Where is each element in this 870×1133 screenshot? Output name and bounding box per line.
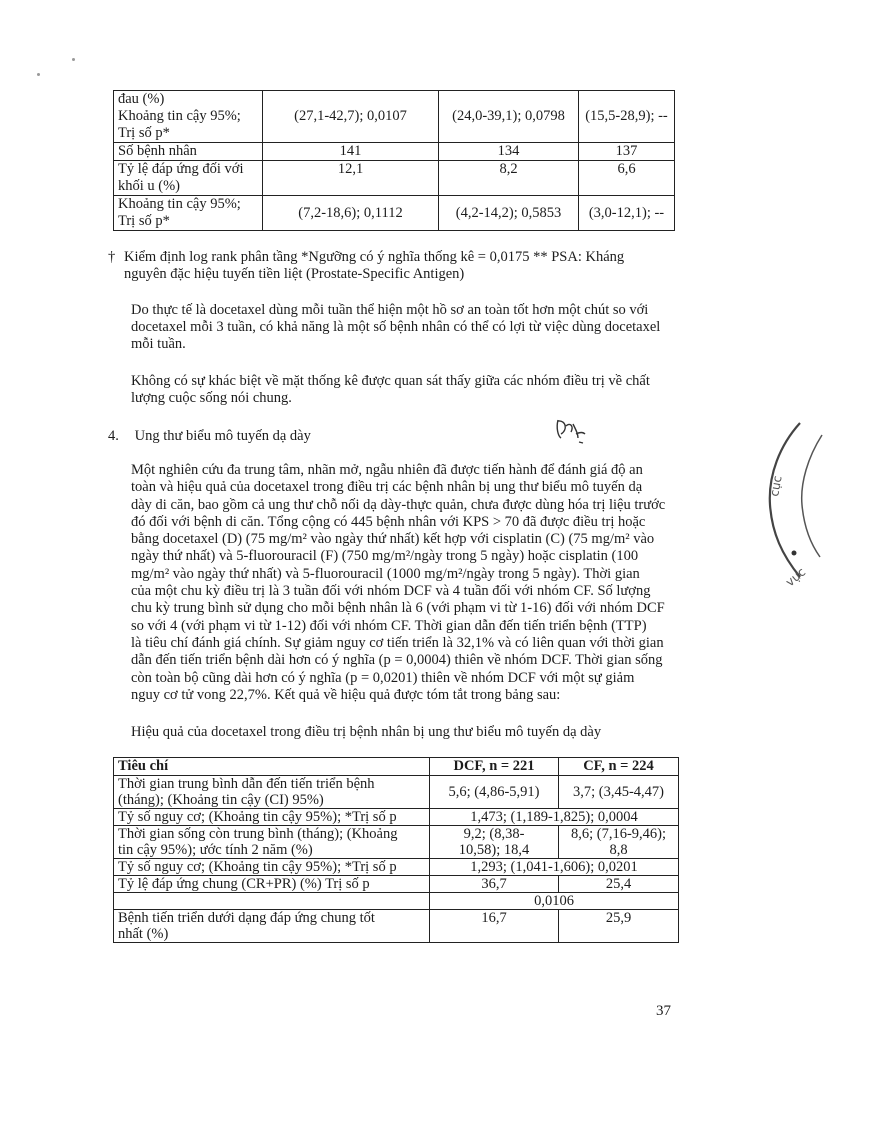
table-caption: Hiệu quả của docetaxel trong điều trị bệnh nhân bị ung thư biểu mô tuyến dạ dày	[131, 724, 602, 740]
partial-stamp-seal	[760, 405, 870, 605]
footnote: † Kiểm định log rank phân tầng *Ngưỡng có ý nghĩa thống kê = 0,0175 ** PSA: Kháng nguyên đặc hiệu tuyến tiền liệt (Prostate-Specific Antigen)	[108, 249, 625, 282]
scan-speck	[37, 73, 40, 76]
dagger-symbol: †	[108, 249, 116, 265]
table-row: Số bệnh nhân 141 134 137	[114, 143, 675, 161]
svg-text:vực: vực	[782, 564, 809, 590]
results-table-top	[113, 90, 675, 231]
table-row: Tỷ số nguy cơ; (Khoảng tin cậy 95%); *Trị số p 1,293; (1,041-1,606); 0,0201	[114, 859, 679, 876]
table-row: Bệnh tiến triển dưới dạng đáp ứng chung tốt nhất (%) 16,7 25,9	[114, 910, 679, 943]
paragraph: Do thực tế là docetaxel dùng mỗi tuần thể hiện một hồ sơ an toàn tốt hơn một chút so với docetaxel mỗi 3 tuần, có khả năng là một số bệnh nhân có thể có lợi từ việc dùng docetaxel mỗi tuần.	[131, 302, 661, 352]
efficacy-table	[113, 757, 679, 943]
handwritten-initials	[552, 416, 592, 446]
page-number: 37	[656, 1003, 671, 1019]
table-row: Tỷ lệ đáp ứng chung (CR+PR) (%) Trị số p 36,7 25,4	[114, 876, 679, 893]
table-row: Tỷ lệ đáp ứng đối với khối u (%) 12,1 8,2 6,6	[114, 161, 675, 196]
table-row: 0,0106	[114, 893, 679, 910]
paragraph: Không có sự khác biệt về mặt thống kê được quan sát thấy giữa các nhóm điều trị về chất lượng cuộc sống nói chung.	[131, 373, 650, 406]
table-row: Thời gian trung bình dẫn đến tiến triển bệnh (tháng); (Khoảng tin cậy (CI) 95%) 5,6; (4,86-5,91) 3,7; (3,45-4,47)	[114, 776, 679, 809]
paragraph: Một nghiên cứu đa trung tâm, nhãn mở, ngẫu nhiên đã được tiến hành để đánh giá độ an toàn và hiệu quả của docetaxel trong điều trị các bệnh nhân bị ung thư biểu mô tuyến dạ dày di căn, bao gồm cả ung thư chỗ nối dạ dày-thực quản, chưa được dùng hóa trị liệu trước đó đối với bệnh di căn. Tổng cộng có 445 bệnh nhân với KPS > 70 đã được điều trị hoặc bằng docetaxel (D) (75 mg/m² vào ngày thứ nhất) kết hợp với cisplatin (C) (75 mg/m² vào ngày thứ nhất) và 5-fluorouracil (F) (750 mg/m²/ngày trong 5 ngày) hoặc cisplatin (100 mg/m² vào ngày thứ nhất) và 5-fluorouracil (1000 mg/m²/ngày trong 5 ngày). Thời gian của một chu kỳ điều trị là 3 tuần đối với nhóm DCF và 4 tuần đối với nhóm CF. Số lượng chu kỳ trung bình sử dụng cho mỗi bệnh nhân là 6 (với phạm vi từ 1-16) đối với nhóm DCF so với 4 (với phạm vi từ 1-12) đối với nhóm CF. Thời gian dẫn đến tiến triển bệnh (TTP) là tiêu chí đánh giá chính. Sự giảm nguy cơ tiến triển là 32,1% và có liên quan với thời gian dẫn đến tiến triển bệnh dài hơn có ý nghĩa (p = 0,0004) thiên về nhóm DCF. Thời gian sống còn toàn bộ cũng dài hơn có ý nghĩa (p = 0,0201) thiên về nhóm DCF với một sự giảm nguy cơ tử vong 22,7%. Kết quả về hiệu quả được tóm tắt trong bảng sau:	[131, 462, 666, 703]
table-row: Thời gian sống còn trung bình (tháng); (Khoảng tin cậy 95%); ước tính 2 năm (%) 9,2; (8,38- 10,58); 18,4 8,6; (7,16-9,46); 8,8	[114, 826, 679, 859]
table-row: Khoảng tin cậy 95%; Trị số p* (7,2-18,6); 0,1112 (4,2-14,2); 0,5853 (3,0-12,1); --	[114, 196, 675, 231]
svg-text:cục: cục	[767, 474, 785, 498]
table-row: Tỷ số nguy cơ; (Khoảng tin cậy 95%); *Trị số p 1,473; (1,189-1,825); 0,0004	[114, 809, 679, 826]
table-header-row: Tiêu chí DCF, n = 221 CF, n = 224	[114, 758, 679, 776]
section-heading: 4. Ung thư biểu mô tuyến dạ dày	[108, 428, 311, 444]
scan-speck	[72, 58, 75, 61]
table-row: đau (%) Khoảng tin cậy 95%; Trị số p* (27,1-42,7); 0,0107 (24,0-39,1); 0,0798 (15,5-28,9); --	[114, 91, 675, 143]
